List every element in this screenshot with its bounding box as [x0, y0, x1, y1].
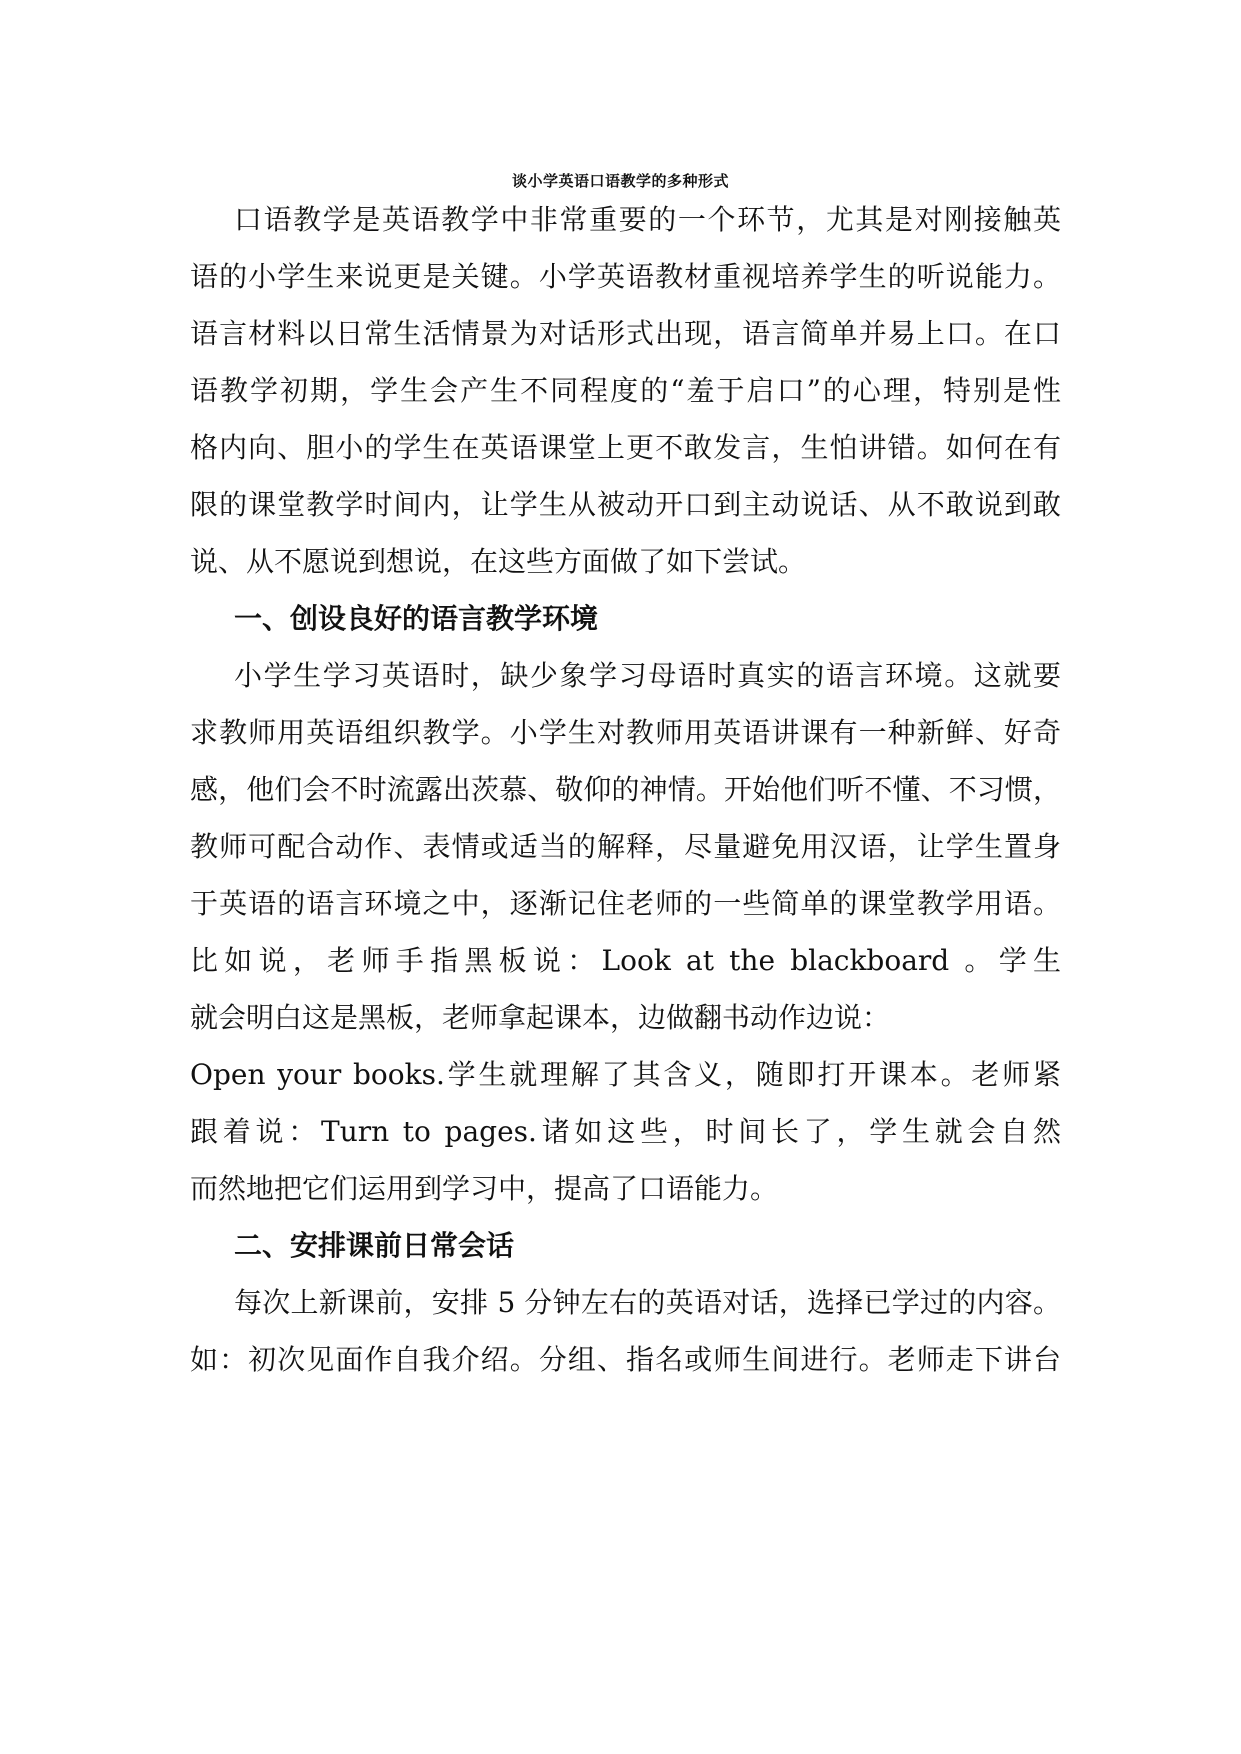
paragraph-line: 格内向、胆小的学生在英语课堂上更不敢发言，生怕讲错。如何在有	[190, 431, 1061, 464]
paragraph-line: 比如说，老师手指黑板说：Look at the blackboard 。学生	[190, 944, 1061, 977]
paragraph-line: 限的课堂教学时间内，让学生从被动开口到主动说话、从不敢说到敢	[190, 488, 1061, 521]
document-title: 谈小学英语口语教学的多种形式	[511, 172, 729, 190]
paragraph-line: 说、从不愿说到想说，在这些方面做了如下尝试。	[190, 545, 807, 578]
paragraph-line: 语言材料以日常生活情景为对话形式出现，语言简单并易上口。在口	[190, 317, 1061, 350]
paragraph-line: 教师可配合动作、表情或适当的解释，尽量避免用汉语，让学生置身	[190, 830, 1061, 863]
paragraph-line: 感，他们会不时流露出茨慕、敬仰的神情。开始他们听不懂、不习惯，	[190, 773, 1061, 806]
paragraph-line: 就会明白这是黑板，老师拿起课本，边做翻书动作边说：	[190, 1001, 891, 1034]
paragraph-line: 语的小学生来说更是关键。小学英语教材重视培养学生的听说能力。	[190, 260, 1061, 293]
paragraph-line: 跟着说：Turn to pages.诸如这些，时间长了，学生就会自然	[190, 1115, 1061, 1148]
paragraph-line: 语教学初期，学生会产生不同程度的“羞于启口”的心理，特别是性	[190, 374, 1061, 407]
paragraph-line: Open your books.学生就理解了其含义，随即打开课本。老师紧	[190, 1058, 1061, 1091]
paragraph-line: 口语教学是英语教学中非常重要的一个环节，尤其是对刚接触英	[234, 203, 1061, 236]
paragraph-line: 小学生学习英语时，缺少象学习母语时真实的语言环境。这就要	[234, 659, 1061, 692]
paragraph-line: 求教师用英语组织教学。小学生对教师用英语讲课有一种新鲜、好奇	[190, 716, 1061, 749]
paragraph-line: 于英语的语言环境之中，逐渐记住老师的一些简单的课堂教学用语。	[190, 887, 1061, 920]
section-heading: 一、创设良好的语言教学环境	[234, 602, 599, 635]
section-heading: 二、安排课前日常会话	[234, 1229, 515, 1262]
paragraph-line: 而然地把它们运用到学习中，提高了口语能力。	[190, 1172, 779, 1205]
paragraph-line: 每次上新课前，安排 5 分钟左右的英语对话，选择已学过的内容。	[234, 1286, 1061, 1319]
paragraph-line: 如：初次见面作自我介绍。分组、指名或师生间进行。老师走下讲台	[190, 1343, 1061, 1376]
